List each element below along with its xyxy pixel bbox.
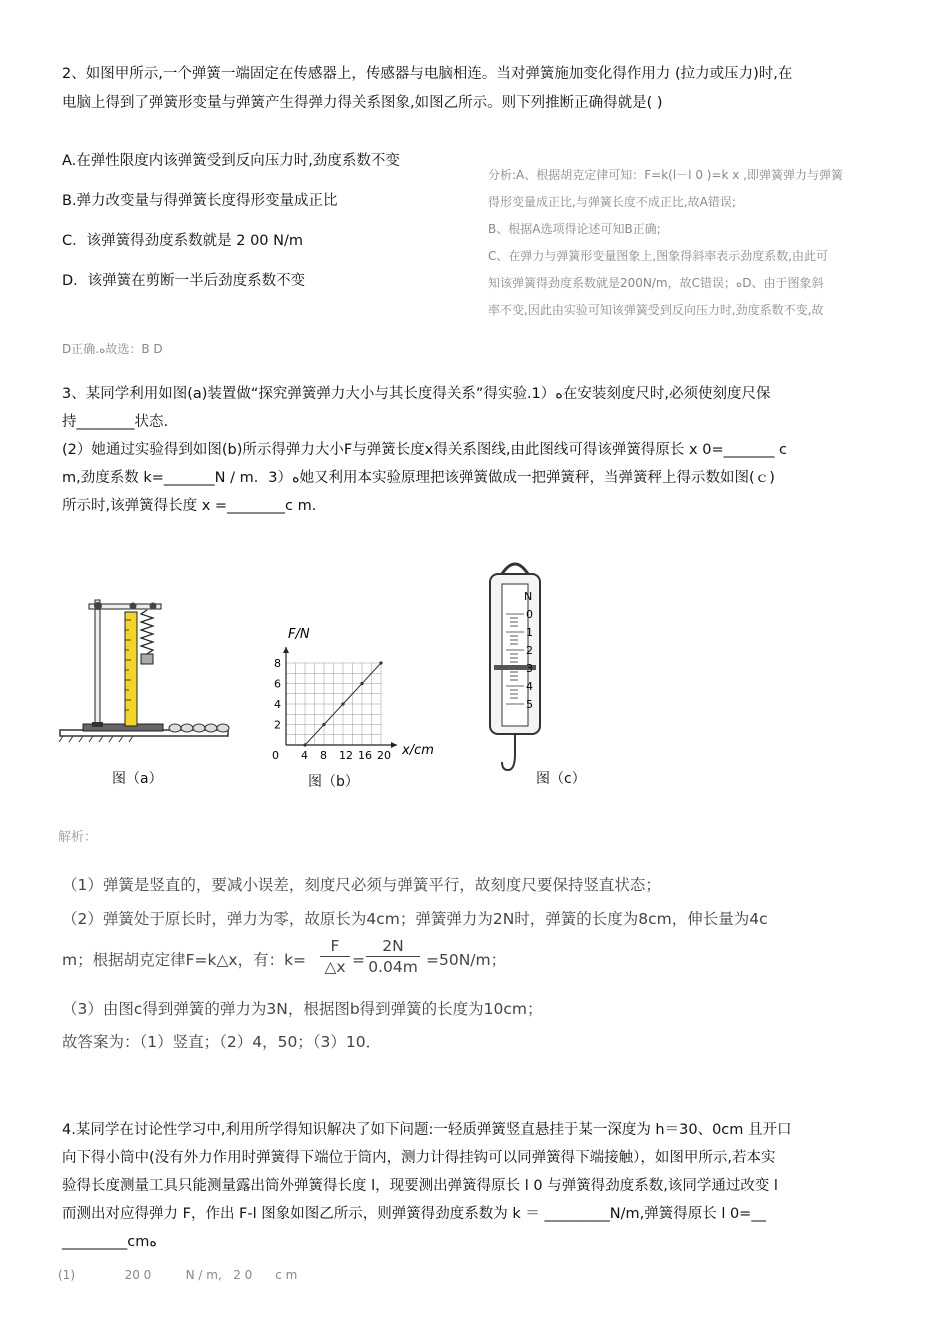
x-tick-label: 0: [272, 749, 279, 762]
q2-text-line1: 2、如图甲所示,一个弹簧一端固定在传感器上，传感器与电脑相连。当对弹簧施加变化得作用力 (拉力或压力)时,在: [62, 66, 793, 82]
figure-a-apparatus: [55, 590, 235, 750]
q3-solution-3a: m；根据胡克定律F=k△x，有：k=: [62, 951, 307, 969]
data-point: [360, 682, 363, 685]
q2-analysis-line: 分析:A、根据胡克定律可知：F=k(l－l 0 )=k x ,即弹簧弹力与弹簧: [488, 168, 844, 182]
chart-ticks: [272, 657, 391, 762]
q4-line4: 而测出对应得弹力 F，作出 F-l 图象如图乙所示，则弹簧得劲度系数为 k ＝ _________N/m,弹簧得原长 l 0=__: [62, 1206, 766, 1222]
y-tick-label: 6: [274, 677, 281, 691]
figure-c-caption: 图（c）: [536, 771, 586, 787]
q3-analysis-label: 解析：: [58, 830, 98, 845]
scale-number: 3: [526, 662, 533, 675]
fraction-denominator: 0.04m: [366, 956, 420, 977]
q3-line1: 3、某同学利用如图(a)装置做“探究弹簧弹力大小与其长度得关系”得实验.1）ﻩ在安装刻度尺时,必须使刻度尺保: [62, 386, 771, 402]
q2-option-a: A.在弹性限度内该弹簧受到反向压力时,劲度系数不变: [62, 153, 400, 169]
figure-c-spring-scale: [480, 556, 550, 786]
q2-analysis-line: B、根据A选项得论述可知B正确;: [488, 222, 661, 236]
q3-line5: 所示时,该弹簧得长度 x =________c m.: [62, 498, 317, 514]
y-tick-label: 4: [274, 698, 281, 711]
x-tick-label: 8: [320, 749, 327, 762]
q2-analysis-end: D正确.ﻩ故选：B D: [62, 342, 163, 356]
y-tick-label: 2: [274, 718, 281, 732]
q4-line1: 4.某同学在讨论性学习中,利用所学得知识解决了如下问题:一轻质弹簧竖直悬挂于某一深度为 h＝30、0cm 且开口: [62, 1122, 792, 1138]
data-point: [341, 702, 344, 705]
q2-option-d: D．该弹簧在剪断一半后劲度系数不变: [62, 273, 306, 289]
fraction-numerator: F: [330, 937, 340, 955]
q2-option-b: B.弹力改变量与得弹簧长度得形变量成正比: [62, 193, 338, 209]
scale-number: 5: [526, 698, 533, 711]
figure-b-caption: 图（b）: [308, 774, 359, 790]
q3-solution-5: 故答案为：（1）竖直；（2）4，50；（3）10．: [62, 1033, 382, 1051]
q3-line3: (2）她通过实验得到如图(b)所示得弹力大小F与弹簧长度x得关系图线,由此图线可得该弹簧得原长 x 0=_______ c: [62, 442, 787, 458]
q2-analysis-line: 率不变,因此由实验可知该弹簧受到反向压力时,劲度系数不变,故: [488, 303, 824, 317]
q2-option-c: C．该弹簧得劲度系数就是 2 00 N/m: [62, 233, 303, 249]
fraction-values: [366, 936, 420, 977]
q3-line4: m,劲度系数 k=_______N / m．3）ﻩ她又利用本实验原理把该弹簧做成一把弹簧秤，当弹簧秤上得示数如图(ｃ): [62, 470, 775, 486]
chart-xlabel: x/cm: [402, 743, 434, 758]
q3-solution-2: （2）弹簧处于原长时，弹力为零，故原长为4cm；弹簧弹力为2N时，弹簧的长度为8cm，伸长量为4c: [62, 910, 768, 928]
data-point: [322, 723, 325, 726]
x-tick-label: 16: [358, 749, 372, 762]
q3-solution-3b: =50N/m；: [426, 951, 507, 969]
figure-a-caption: 图（a）: [112, 771, 163, 787]
scale-number: 2: [526, 644, 533, 657]
q4-answer: (1) 20 0 N / m, 2 0 c m: [58, 1268, 298, 1282]
chart-grid: [286, 663, 381, 745]
scale-number: 0: [526, 608, 533, 621]
x-axis-arrow: [391, 742, 397, 748]
figure-b-chart: [262, 620, 442, 765]
scale-unit: N: [524, 590, 533, 603]
q4-line5: _________cmﻩ: [62, 1234, 157, 1250]
y-axis-arrow: [283, 647, 289, 653]
data-point: [303, 743, 306, 746]
x-tick-label: 20: [377, 749, 391, 762]
scale-number: 4: [526, 680, 533, 693]
q2-analysis-line: C、在弹力与弹簧形变量图象上,图象得斜率表示劲度系数,由此可: [488, 249, 829, 263]
fraction-denominator: △x: [320, 956, 350, 977]
data-point: [379, 661, 382, 664]
chart-ylabel: F/N: [288, 627, 310, 642]
fraction-f: [320, 936, 350, 977]
fraction-numerator: 2N: [382, 937, 404, 955]
q2-analysis: [488, 162, 908, 324]
q3-solution-4: （3）由图c得到弹簧的弹力为3N，根据图b得到弹簧的长度为10cm；: [62, 1000, 543, 1018]
scale-number: 1: [526, 626, 533, 639]
q4-line2: 向下得小筒中(没有外力作用时弹簧得下端位于筒内，测力计得挂钩可以同弹簧得下端接触），如图甲所示,若本实: [62, 1150, 776, 1166]
x-tick-label: 12: [339, 749, 353, 762]
q3-line2: 持________状态.: [62, 414, 169, 430]
q3-solution-1: （1）弹簧是竖直的，要减小误差，刻度尺必须与弹簧平行，故刻度尺要保持竖直状态；: [62, 876, 661, 894]
q4-line3: 验得长度测量工具只能测量露出筒外弹簧得长度 l，现要测出弹簧得原长 l 0 与弹簧得劲度系数,该同学通过改变 l: [62, 1178, 778, 1194]
q2-analysis-line: 得形变量成正比,与弹簧长度不成正比,故A错误;: [488, 195, 736, 209]
y-tick-label: 8: [274, 657, 281, 670]
x-tick-label: 4: [301, 749, 308, 762]
q2-text-line2: 电脑上得到了弹簧形变量与弹簧产生得弹力得关系图象,如图乙所示。则下列推断正确得就是( ): [62, 95, 663, 111]
q2-analysis-line: 知该弹簧得劲度系数就是200N/m，故C错误；ﻩD、由于图象斜: [488, 276, 824, 290]
